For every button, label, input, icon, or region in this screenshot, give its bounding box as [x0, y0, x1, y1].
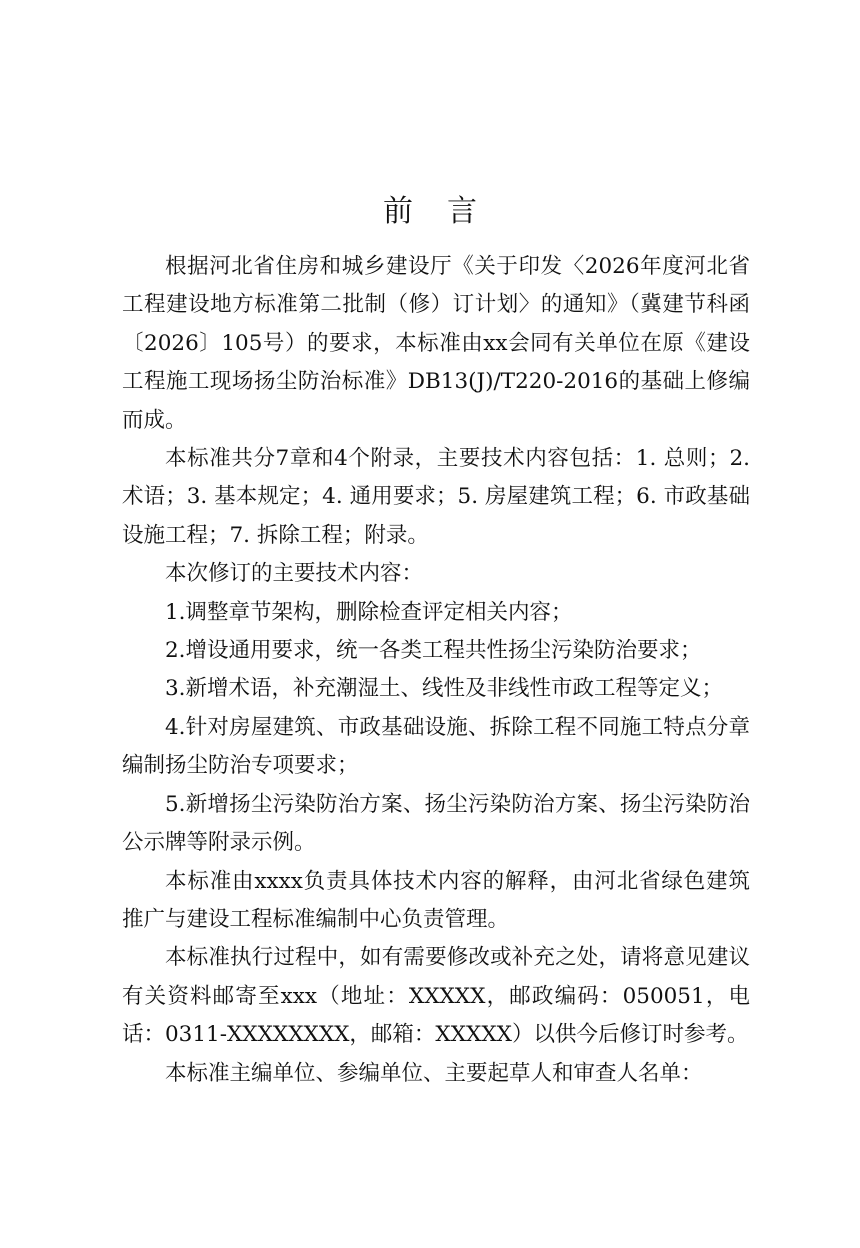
paragraph-basis: 根据河北省住房和城乡建设厅《关于印发〈2026年度河北省工程建设地方标准第二批制（修）订计划〉的通知》（冀建节科函〔2026〕105号）的要求，本标准由xx会同有关单位在原《建设工程施工现场扬尘防治标准》DB13(J)/T220-2016的基础上修编而成。: [122, 254, 750, 433]
page-title: [0, 190, 860, 234]
revision-item-2: 2.增设通用要求，统一各类工程共性扬尘污染防治要求；: [165, 638, 702, 664]
revision-item-4: 4.针对房屋建筑、市政基础设施、拆除工程不同施工特点分章编制扬尘防治专项要求；: [122, 714, 750, 779]
revision-item-3: 3.新增术语，补充潮湿土、线性及非线性市政工程等定义；: [165, 676, 724, 702]
paragraph-structure: 本标准共分7章和4个附录，主要技术内容包括：1. 总则；2. 术语；3. 基本规定；4. 通用要求；5. 房屋建筑工程；6. 市政基础设施工程；7. 拆除工程；附录。: [122, 446, 750, 548]
title-char-2: 言: [447, 194, 477, 229]
paragraph-feedback: 本标准执行过程中，如有需要修改或补充之处，请将意见建议有关资料邮寄至xxx（地址：XXXXX，邮政编码：050051，电话：0311-XXXXXXXX，邮箱：XXXXX）以供今后修订时参考。: [122, 945, 750, 1048]
paragraph-interpretation: 本标准由xxxx负责具体技术内容的解释，由河北省绿色建筑推广与建设工程标准编制中心负责管理。: [122, 868, 750, 932]
paragraph-revision-intro: 本次修订的主要技术内容：: [165, 561, 424, 587]
paragraph-contributors: 本标准主编单位、参编单位、主要起草人和审查人名单：: [165, 1060, 703, 1086]
revision-item-1: 1.调整章节架构，删除检查评定相关内容；: [165, 599, 573, 625]
preface-body: [122, 248, 750, 1093]
revision-item-5: 5.新增扬尘污染防治方案、扬尘污染防治方案、扬尘污染防治公示牌等附录示例。: [122, 791, 750, 856]
title-char-1: 前: [383, 194, 413, 229]
